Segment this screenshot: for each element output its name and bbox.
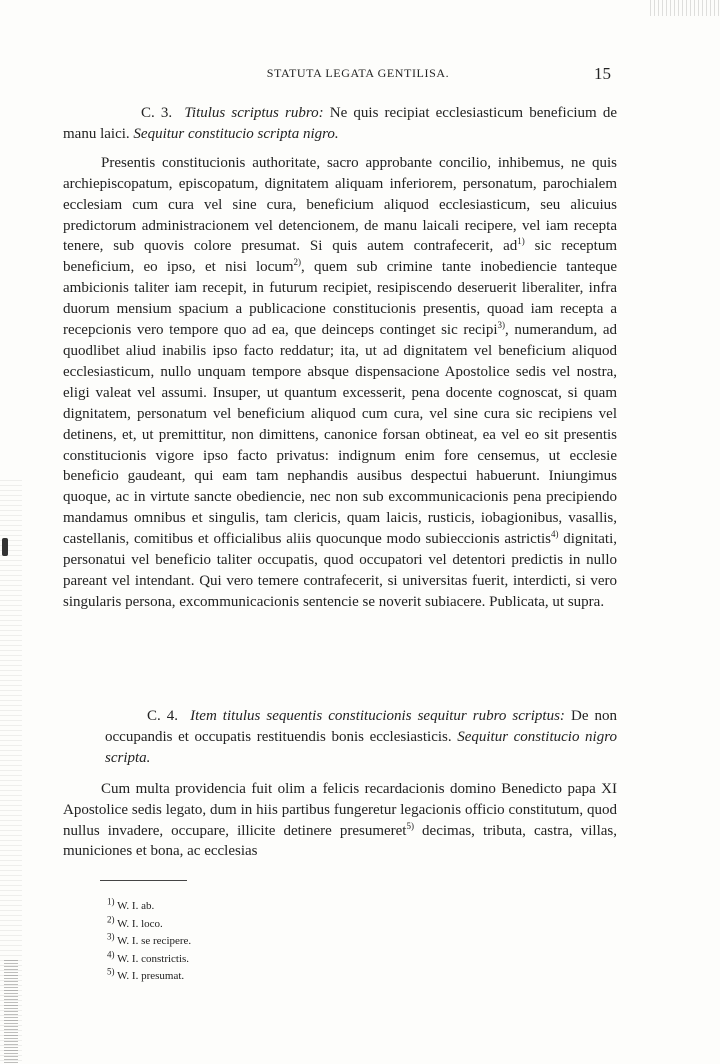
scan-artifact-corner — [650, 0, 720, 16]
sequitur-note: Sequitur constitucio nigro scripta. — [105, 728, 618, 766]
page-number: 15 — [594, 64, 611, 83]
footnote-item: $^{5)}$ W. I. presumat. — [107, 966, 185, 982]
footnote-item: $^{4)}$ W. I. constrictis. — [107, 948, 190, 965]
footnote-ref-4: 4) — [551, 529, 559, 540]
rubric-text: De non occupandis et occupatis restituendis bonis ecclesiasticis. — [105, 708, 618, 745]
sequitur-note: Sequitur constitucio scripta nigro. — [133, 125, 339, 142]
footnote-rule — [100, 880, 187, 881]
footnote-item: $^{1)}$ W. I. ab. — [107, 896, 155, 912]
footnote-ref-2: 2) — [293, 257, 302, 268]
footnote-ref-5: 5) — [406, 820, 414, 831]
footnote-ref-1: 1) — [517, 236, 525, 247]
footnote-item: $^{3)}$ W. I. se recipere. — [107, 931, 192, 947]
section-c3-heading — [63, 103, 617, 145]
scan-artifact-binding — [4, 960, 18, 1064]
rubric-text: Ne quis recipiat ecclesiasticum beneficium de manu laici. — [63, 105, 617, 142]
section-c3 — [63, 103, 617, 613]
section-label: C. 4. — [147, 708, 179, 724]
footnotes — [107, 898, 191, 986]
rubric-italic: Item titulus sequentis constitucionis sequitur rubro scriptus: — [190, 708, 565, 724]
section-c4 — [63, 706, 617, 862]
running-title: STATUTA LEGATA GENTILISA. — [266, 66, 450, 80]
section-c3-body: Presentis constitucionis authoritate, sacro approbante concilio, inhibemus, ne quis archiepiscopatum, episcopatum, dignitatem aliquam inferiorem, personatum, parochialem ecclesiam cum cura vel sine cura, beneficium aliquod ecclesiasticum, seu alicuius predictorum administracionem vel detencionem, de manu laicali recipere, vel iam recepta tenere, sub quovis colore presumat. Si quis autem contrafecerit, $ad^{1)}$ sic receptum beneficium, eo ipso, et nisi locum$^{2)}$, quem sub crimine tante inobediencie tanteque ambicionis taliter iam recepit, in futurum recipiet, resipiscendo deseruerit liberaliter, infra duorum mensium spacium a publicacione constitucionis presentis, quoad iam recepta a recepcionis vero tempore quo ad ea, que deinceps continget sic recipi$^{3)}$, numerandum, ad quodlibet aliud inabilis ipso facto reddatur; ita, ut ad dignitatem vel beneficium aliquod ecclesiasticum, nullo unquam tempore absque dispensacione Apostolice sedis vel nostra, eligi valeat vel assumi. Insuper, ut quantum excesserit, pena docente cognoscat, si quam dignitatem, personatum vel beneficium aliquod cum cura, vel sine cura sic recipiens vel detinens, et, ut premittitur, non dimittens, canonice forsan obtineat, ea vel eo sit presentis constitucionis vigore ipso facto privatus: indignum enim fore censemus, ut ecclesie beneficio gaudeant, qui eam tam nephandis ausibus despectui habuerunt. Iniungimus quoque, ac in virtute sancte obediencie, nec non sub excommunicacionis pena precipiendo mandamus omnibus et singulis, tam clericis, quam laicis, rusticis, iobagionibus, vasallis, castellanis, comitibus et officialibus aliis quocunque modo subieccionis astrictis$^{4)}$ dignitati, personatui vel beneficio taliter occupatis, quod occupatori vel detentori predictis in nullo pareant vel intendant. Qui vero temere contrafecerit, si universitas fuerit, interdicti, si vero singularis persona, excommunicacionis sentencie se noverit subiacere. Publicata, ut supra. — [63, 154, 618, 610]
rubric-italic: Titulus scriptus rubro: — [184, 105, 324, 121]
section-c4-body: Cum multa providencia fuit olim a felicis recardacionis domino Benedicto papa XI Apostolice sedis legato, dum in hiis partibus fungeretur legacionis officio constitutum, quod nullus invadere, occupare, illicite detinere presumeret$^{5)}$ decimas, tributa, castra, villas, municiones et bona, ac ecclesias — [63, 780, 617, 860]
section-label: C. 3. — [141, 105, 173, 121]
scan-artifact-mark — [2, 538, 8, 556]
section-c4-heading — [63, 706, 617, 769]
footnote-item: $^{2)}$ W. I. loco. — [107, 913, 163, 930]
footnote-ref-3: 3) — [497, 320, 505, 331]
